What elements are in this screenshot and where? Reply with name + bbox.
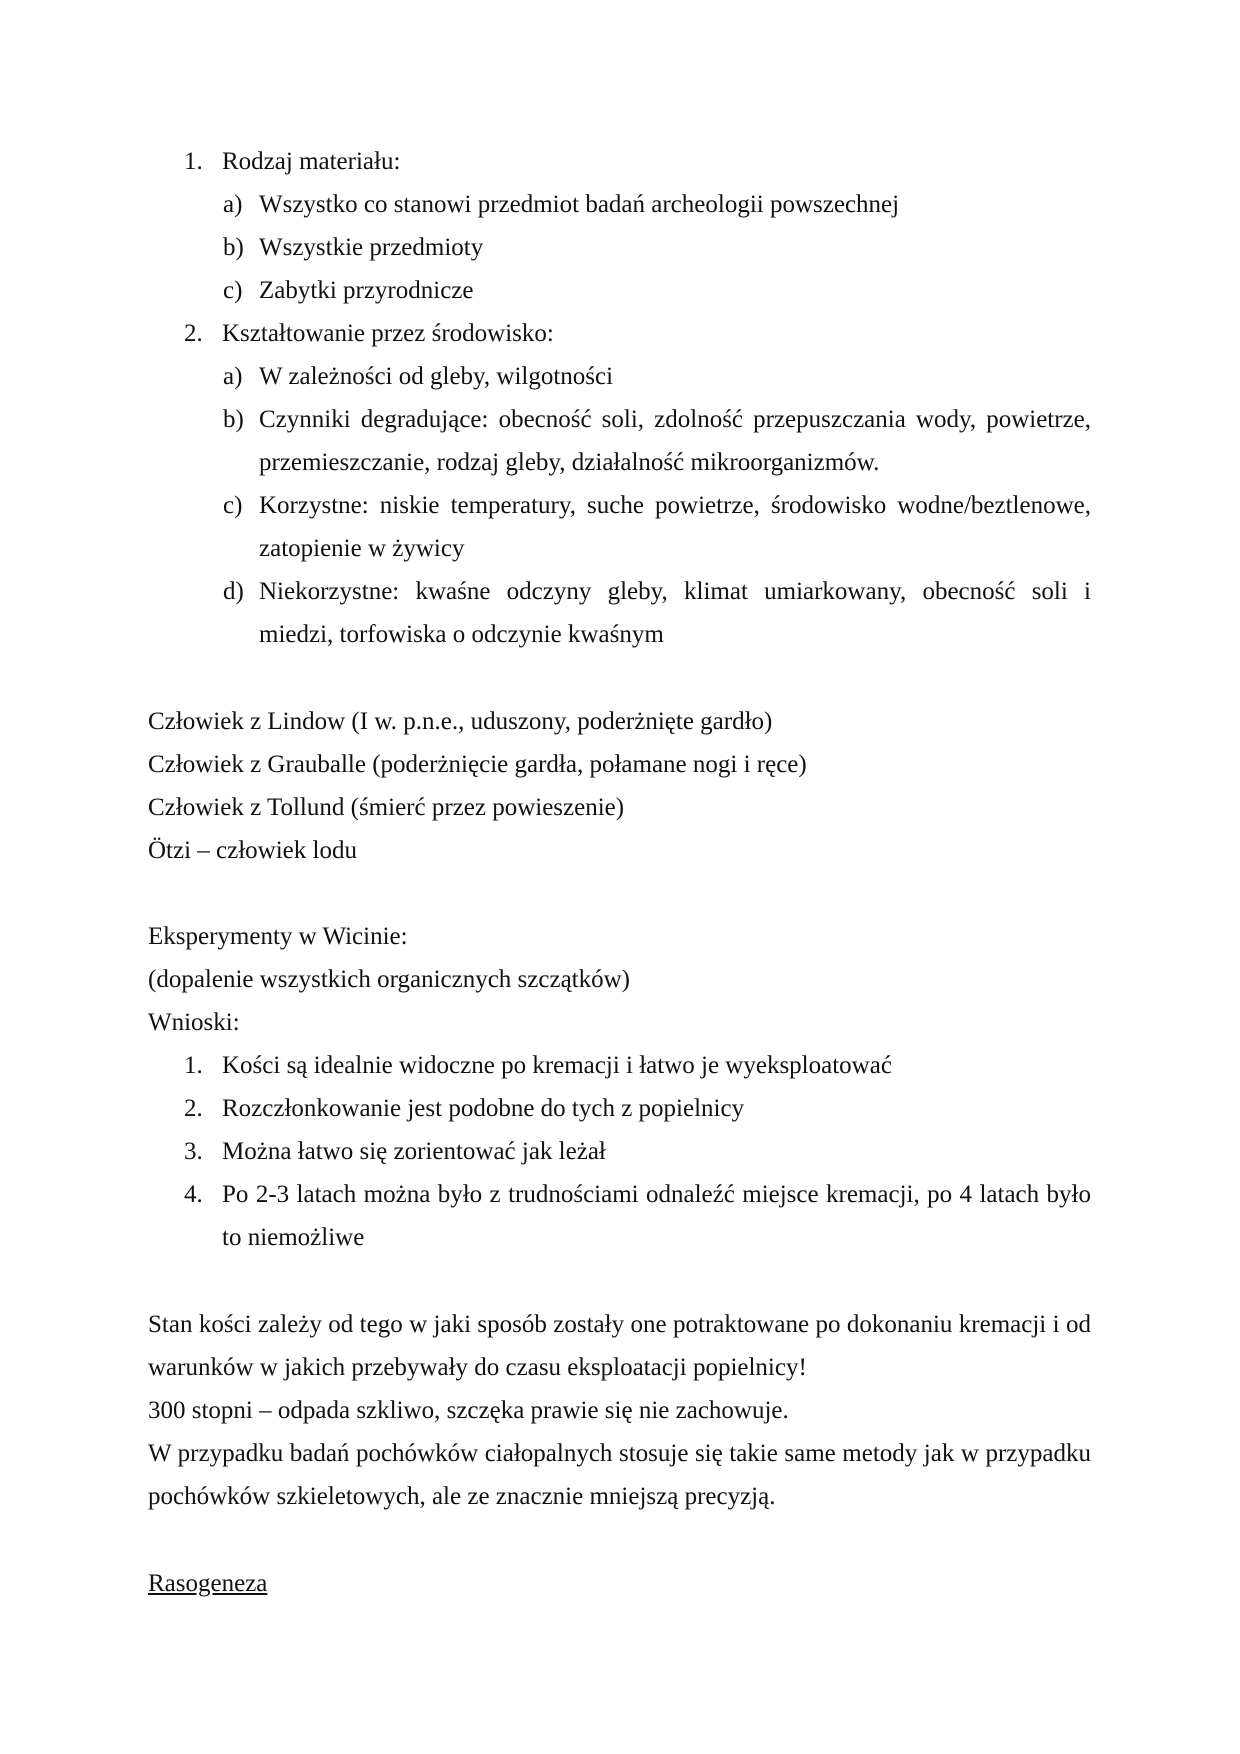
sub-text: Wszystkie przedmioty xyxy=(259,234,484,261)
list-text: Rozczłonkowanie jest podobne do tych z popielnicy xyxy=(222,1095,745,1122)
list-text: Kształtowanie przez środowisko: xyxy=(222,320,554,347)
bog-body-line: Ötzi – człowiek lodu xyxy=(148,837,357,864)
bog-body-line: Człowiek z Lindow (I w. p.n.e., uduszony, poderżnięte gardło) xyxy=(148,708,773,735)
sub-item xyxy=(0,355,1240,398)
sub-text: Wszystko co stanowi przedmiot badań archeologii powszechnej xyxy=(259,191,900,218)
sub-item xyxy=(0,183,1240,226)
sub-text: Korzystne: niskie temperatury, suche powietrze, środowisko wodne/beztlenowe, xyxy=(259,492,1091,519)
sub-item xyxy=(0,570,1240,613)
sub-item-continuation xyxy=(0,527,1240,570)
experiments-title: Eksperymenty w Wicinie: xyxy=(148,923,408,950)
list-text: Po 2-3 latach można było z trudnościami odnaleźć miejsce kremacji, po 4 latach było xyxy=(222,1181,1091,1208)
sub-item xyxy=(0,398,1240,441)
sub-item-continuation xyxy=(0,441,1240,484)
paragraph-line: W przypadku badań pochówków ciałopalnych stosuje się takie same metody jak w przypadku xyxy=(148,1440,1091,1467)
list-item-2 xyxy=(0,312,1240,355)
conclusion-item xyxy=(0,1044,1240,1087)
section-heading: Rasogeneza xyxy=(148,1570,268,1597)
sub-text: W zależności od gleby, wilgotności xyxy=(259,363,614,390)
sub-label: b) xyxy=(223,406,244,433)
list-number: 4. xyxy=(184,1181,203,1208)
sub-text: zatopienie w żywicy xyxy=(259,535,465,562)
sub-label: a) xyxy=(223,363,243,390)
sub-text: Zabytki przyrodnicze xyxy=(259,277,474,304)
sub-item-continuation xyxy=(0,613,1240,656)
list-text: Rodzaj materiału: xyxy=(222,148,401,175)
sub-item xyxy=(0,226,1240,269)
paragraph-line: 300 stopni – odpada szkliwo, szczęka prawie się nie zachowuje. xyxy=(148,1397,789,1424)
sub-text: Niekorzystne: kwaśne odczyny gleby, klimat umiarkowany, obecność soli i xyxy=(259,578,1091,605)
conclusion-item-continuation xyxy=(0,1216,1240,1259)
paragraph-line: pochówków szkieletowych, ale ze znacznie mniejszą precyzją. xyxy=(148,1483,776,1510)
list-text: to niemożliwe xyxy=(222,1224,365,1251)
list-number: 2. xyxy=(184,320,203,347)
sub-label: a) xyxy=(223,191,243,218)
bog-body-line: Człowiek z Grauballe (poderżnięcie gardła, połamane nogi i ręce) xyxy=(148,751,807,778)
sub-item xyxy=(0,269,1240,312)
sub-text: Czynniki degradujące: obecność soli, zdolność przepuszczania wody, powietrze, xyxy=(259,406,1091,433)
paragraph-line: Stan kości zależy od tego w jaki sposób zostały one potraktowane po dokonaniu kremacji i od xyxy=(148,1311,1091,1338)
sub-label: c) xyxy=(223,277,243,304)
list-item-1 xyxy=(0,140,1240,183)
sub-text: miedzi, torfowiska o odczynie kwaśnym xyxy=(259,621,664,648)
experiments-note: (dopalenie wszystkich organicznych szczątków) xyxy=(148,966,630,993)
sub-text: przemieszczanie, rodzaj gleby, działalność mikroorganizmów. xyxy=(259,449,880,476)
conclusion-item xyxy=(0,1130,1240,1173)
sub-label: b) xyxy=(223,234,244,261)
sub-label: c) xyxy=(223,492,243,519)
sub-item xyxy=(0,484,1240,527)
conclusion-item xyxy=(0,1087,1240,1130)
list-number: 1. xyxy=(184,1052,203,1079)
sub-label: d) xyxy=(223,578,244,605)
conclusions-label: Wnioski: xyxy=(148,1009,240,1036)
bog-body-line: Człowiek z Tollund (śmierć przez powieszenie) xyxy=(148,794,625,821)
paragraph-line: warunków w jakich przebywały do czasu eksploatacji popielnicy! xyxy=(148,1354,807,1381)
list-number: 3. xyxy=(184,1138,203,1165)
list-number: 1. xyxy=(184,148,203,175)
list-number: 2. xyxy=(184,1095,203,1122)
conclusion-item xyxy=(0,1173,1240,1216)
list-text: Kości są idealnie widoczne po kremacji i łatwo je wyeksploatować xyxy=(222,1052,892,1079)
list-text: Można łatwo się zorientować jak leżał xyxy=(222,1138,606,1165)
